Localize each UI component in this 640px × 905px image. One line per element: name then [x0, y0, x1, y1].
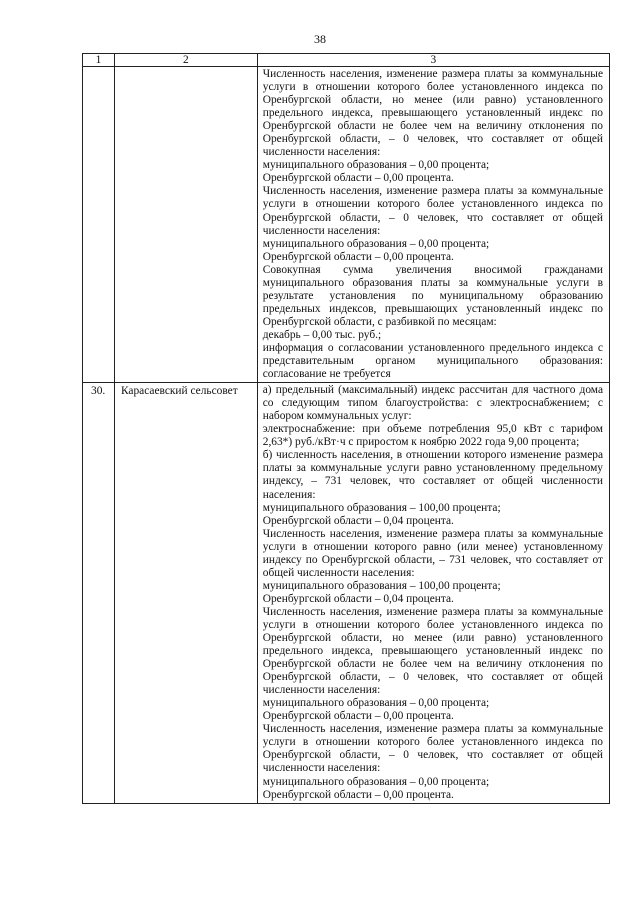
paragraph: Оренбургской области – 0,00 процента. — [262, 172, 454, 185]
paragraph: муниципального образования – 0,00 процента; — [262, 697, 490, 710]
paragraph: Численность населения, изменение размера платы за коммунальные услуги в отношении которого более установленного индекса по Оренбургской области, – 0 человек, что составляет от общей численности населения: — [262, 723, 603, 775]
row-content — [257, 383, 609, 804]
paragraph: электроснабжение: при объеме потребления 95,0 кВт с тарифом 2,63*) руб./кВт·ч с приростом к ноябрю 2022 года 9,00 процента; — [262, 423, 603, 449]
paragraph: Оренбургской области – 0,04 процента. — [262, 592, 454, 605]
paragraph: а) предельный (максимальный) индекс рассчитан для частного дома со следующим типом благоустройства: с электроснабжением; с набором коммунальных услуг: — [262, 384, 603, 423]
paragraph: декабрь – 0,00 тыс. руб.; — [262, 328, 382, 341]
paragraph: муниципального образования – 100,00 процента; — [262, 579, 501, 592]
header-col-3: 3 — [257, 54, 609, 67]
municipality-name: Карасаевский сельсовет — [114, 383, 257, 804]
paragraph: Оренбургской области – 0,00 процента. — [262, 710, 454, 723]
table-row — [83, 383, 610, 804]
header-col-1: 1 — [83, 54, 115, 67]
row-number: 30. — [83, 383, 115, 804]
paragraph: Численность населения, изменение размера платы за коммунальные услуги в отношении которого более установленного индекса по Оренбургской области, – 0 человек, что составляет от общей численности населения: — [262, 185, 603, 237]
document-table — [82, 53, 610, 804]
row-content — [257, 67, 609, 383]
paragraph: Оренбургской области – 0,00 процента. — [262, 250, 454, 263]
paragraph: Оренбургской области – 0,04 процента. — [262, 514, 454, 527]
row-number — [83, 67, 115, 383]
paragraph: Оренбургской области – 0,00 процента. — [262, 788, 454, 801]
paragraph: муниципального образования – 0,00 процента; — [262, 159, 490, 172]
page-number: 38 — [314, 32, 326, 46]
paragraph: б) численность населения, в отношении которого изменение размера платы за коммунальные услуги равно установленному предельному индексу, – 731 человек, что составляет от общей численности населения: — [262, 449, 603, 501]
paragraph: Численность населения, изменение размера платы за коммунальные услуги в отношении которого более установленного индекса по Оренбургской области, но менее (или равно) установленного предельного индекса, превышающего установленный индекс по Оренбургской области не более чем на величину отклонения по Оренбургской области, – 0 человек, что составляет от общей численности населения: — [262, 68, 603, 159]
paragraph: Численность населения, изменение размера платы за коммунальные услуги в отношении которого равно (или менее) установленному индексу по Оренбургской области, – 731 человек, что составляет от общей численности населения: — [262, 527, 603, 579]
paragraph: муниципального образования – 0,00 процента; — [262, 237, 490, 250]
paragraph: информация о согласовании установленного предельного индекса с представительным органом муниципального образования: согласование не требуется — [262, 341, 603, 381]
table-row — [83, 67, 610, 383]
municipality-name — [114, 67, 257, 383]
paragraph: Совокупная сумма увеличения вносимой гражданами муниципального образования платы за коммунальные услуги в результате установления по муниципальному образованию предельных индексов, превышающих установленный индекс по Оренбургской области, с разбивкой по месяцам: — [262, 263, 603, 328]
header-col-2: 2 — [114, 54, 257, 67]
paragraph: Численность населения, изменение размера платы за коммунальные услуги в отношении которого более установленного индекса по Оренбургской области, но менее (или равно) установленного предельного индекса, превышающего установленный индекс по Оренбургской области не более чем на величину отклонения по Оренбургской области, – 0 человек, что составляет от общей численности населения: — [262, 605, 603, 697]
paragraph: муниципального образования – 100,00 процента; — [262, 501, 501, 514]
table-header-row — [83, 54, 610, 67]
paragraph: муниципального образования – 0,00 процента; — [262, 775, 490, 788]
